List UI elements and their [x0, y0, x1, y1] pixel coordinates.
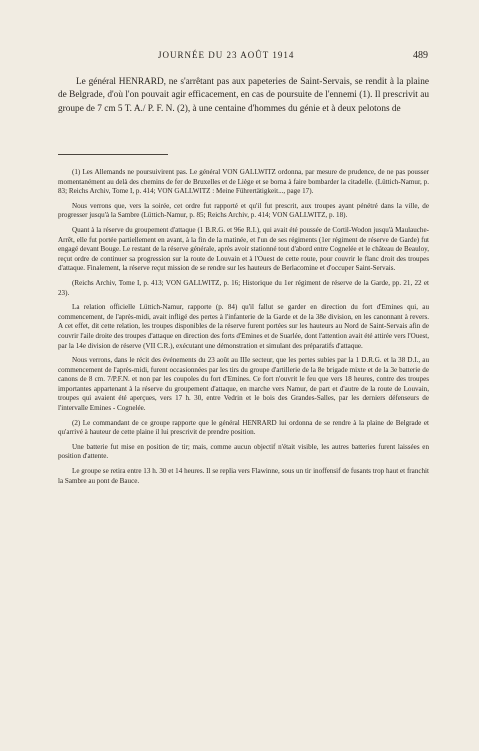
footnote-1-paragraph-1: (1) Les Allemands ne poursuivirent pas. Le général VON GALLWITZ ordonna, par mesure de prudence, de ne pas pousser momentanément au delà des chemins de fer de Bruxelles et de Liège et se borna à faire bombarder la citadelle. (Lüttich-Namur, p. 83; Reichs Archiv, Tome I, p. 414; VON GALLWITZ : Meine Führertätigkeit..., page 17). [58, 168, 429, 196]
main-text [58, 76, 429, 116]
main-paragraph: Le général HENRARD, ne s'arrêtant pas aux papeteries de Saint-Servais, se rendit à la plaine de Belgrade, d'où l'on pouvait agir efficacement, en cas de poursuite de l'ennemi (1). Il prescrivit au groupe de 7 cm 5 T. A./ P. F. N. (2), à une centaine d'hommes du génie et à deux pelotons de [58, 77, 429, 114]
page-header [58, 50, 428, 64]
footnote-1-paragraph-2: Nous verrons que, vers la soirée, cet ordre fut rapporté et qu'il fut prescrit, aux troupes ayant pénétré dans la ville, de progresser jusqu'à la Sambre (Lüttich-Namur, p. 85; Reichs Archiv, p. 414; VON GALLWITZ, p. 18). [58, 201, 429, 220]
footnote-separator [58, 154, 168, 155]
footnote-2-paragraph-2: Une batterie fut mise en position de tir; mais, comme aucun objectif n'était visible, les autres batteries furent laissées en position d'attente. [58, 442, 429, 461]
footnote-2-paragraph-3: Le groupe se retira entre 13 h. 30 et 14 heures. Il se replia vers Flawinne, sous un tir inoffensif de fusants trop haut et franchit la Sambre au pont de Bauce. [58, 467, 429, 485]
running-title: JOURNÉE DU 23 AOÛT 1914 [158, 50, 295, 60]
footnote-1-paragraph-4: (Reichs Archiv, Tome I, p. 413; VON GALLWITZ, p. 16; Historique du 1er régiment de réserve de la Garde, pp. 21, 22 et 23). [58, 278, 429, 297]
footnote-2-paragraph-1: (2) Le commandant de ce groupe rapporte que le général HENRARD lui ordonna de se rendre à la plaine de Belgrade et qu'arrivé à hauteur de cette plaine il lui prescrivit de prendre position. [58, 418, 429, 437]
footnotes [58, 168, 429, 486]
footnote-1-paragraph-6: Nous verrons, dans le récit des événements du 23 août au IIIe secteur, que les pertes subies par la 1 D.R.G. et la 38 D.I., au commencement de l'après-midi, furent occasionnées par les tirs du groupe d'artillerie de la 8e brigade mixte et de la 3e batterie de canons de 8 cm. 7/P.F.N. et non par les coupoles du fort d'Emines. Ce fort n'ouvrit le feu que vers 18 heures, contre des troupes importantes appartenant à la réserve du groupement d'attaque, en marche vers Namur, de part et d'autre de la route de Louvain, troupes qui avaient été aperçues, vers 17 h. 30, entre Vedrin et le bois des Grandes-Salles, par les derniers défenseurs de l'intervalle Emines - Cognelée. [58, 356, 429, 413]
page-number: 489 [413, 50, 428, 61]
footnote-1-paragraph-5: La relation officielle Lüttich-Namur, rapporte (p. 84) qu'il fallut se garder en direction du fort d'Emines qui, au commencement, de l'après-midi, avait infligé des pertes à l'infanterie de la Garde et de la 38e division, en les canonnant à revers. A cet effet, dit cette relation, les troupes disponibles de la réserve furent portées sur les hauteurs au Nord de Saint-Servais afin de couvrir l'aile droite des troupes d'attaque en direction des forts d'Emines et de Suarlée, dont l'attention avait été attirée vers l'Ouest, par la 14e division de réserve (VII C.R.), exécutant une démonstration et simulant des préparatifs d'attaque. [58, 303, 429, 350]
footnote-1-paragraph-3: Quant à la réserve du groupement d'attaque (1 B.R.G. et 96e R.I.), qui avait été poussée de Cortil-Wodon jusqu'à Maulauche-Arrêt, elle fut portée partiellement en avant, à la fin de la matinée, et l'un de ses régiments (1er régiment de réserve de Garde) fut engagé devant Bouge. Le restant de la réserve générale, après avoir stationné tout d'abord entre Cognelée et le château de Beauloy, reçut ordre de continuer sa progression sur la route de Louvain et à l'Ouest de cette route, pour couvrir le flanc droit des troupes d'attaque. Finalement, la réserve reçut mission de se rendre sur les hauteurs de Berlacomine et d'occuper Saint-Servais. [58, 225, 429, 273]
